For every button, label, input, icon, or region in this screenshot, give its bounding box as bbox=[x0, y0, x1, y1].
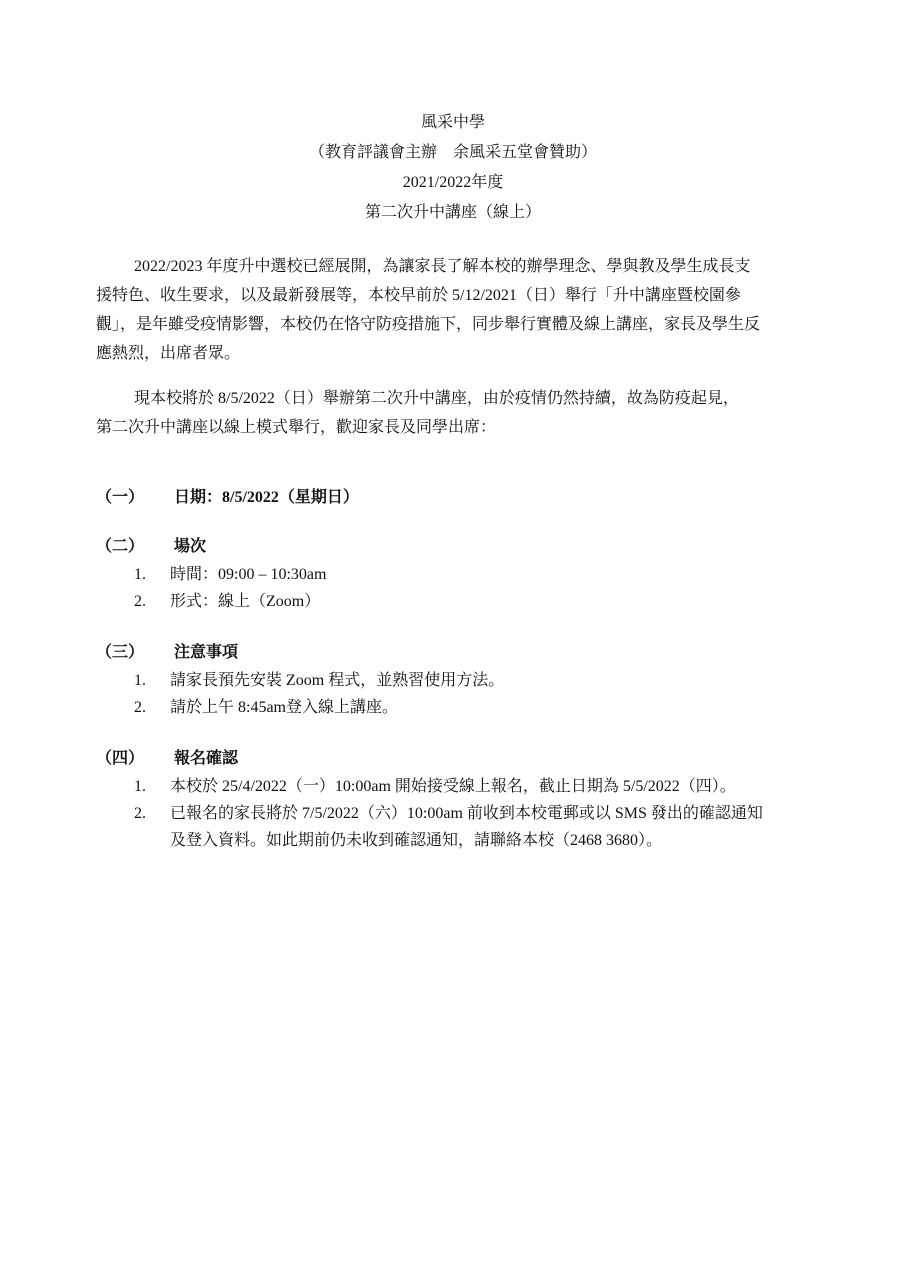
list-item bbox=[96, 561, 856, 588]
section-title: 報名確認 bbox=[174, 750, 239, 767]
section-title: 注意事項 bbox=[174, 644, 239, 661]
intro-line: 援特色、收生要求，以及最新發展等，本校早前於 5/12/2021（日）舉行「升中講座暨校園參 bbox=[96, 287, 741, 304]
event-title: 第二次升中講座（線上） bbox=[364, 204, 541, 221]
section-registration bbox=[96, 745, 856, 854]
list-item bbox=[96, 588, 856, 615]
section-notes bbox=[96, 639, 856, 721]
section-title: 場次 bbox=[174, 538, 207, 555]
item-number: 2. bbox=[134, 699, 146, 716]
item-text: 本校於 25/4/2022（一）10:00am 開始接受線上報名，截止日期為 5/5/2022（四）。 bbox=[170, 778, 736, 795]
section-heading bbox=[96, 639, 856, 667]
item-text: 請於上午 8:45am登入線上講座。 bbox=[170, 699, 398, 716]
section-title: 日期：8/5/2022（星期日） bbox=[174, 489, 359, 506]
notice-line: 第二次升中講座以線上模式舉行，歡迎家長及同學出席： bbox=[96, 419, 497, 436]
section-heading bbox=[96, 533, 856, 561]
school-name: 風采中學 bbox=[420, 114, 485, 131]
intro-line: 2022/2023 年度升中選校已經展開，為讓家長了解本校的辦學理念、學與教及學生成長支 bbox=[134, 258, 751, 275]
section-number: （二） bbox=[96, 538, 145, 555]
section-heading bbox=[96, 745, 856, 773]
intro-line: 觀」，是年雖受疫情影響，本校仍在恪守防疫措施下，同步舉行實體及線上講座，家長及學生反 bbox=[96, 316, 761, 333]
notice-paragraph bbox=[96, 384, 838, 442]
sponsor-line: （教育評議會主辦 余風采五堂會贊助） bbox=[308, 144, 597, 161]
section-number: （四） bbox=[96, 750, 145, 767]
item-number: 2. bbox=[134, 593, 146, 610]
item-text: 請家長預先安裝 Zoom 程式，並熟習使用方法。 bbox=[170, 672, 505, 689]
item-text: 時間：09:00 – 10:30am bbox=[170, 566, 327, 583]
document-header bbox=[0, 108, 906, 228]
section-heading bbox=[96, 484, 856, 512]
academic-year: 2021/2022年度 bbox=[402, 174, 504, 191]
list-item bbox=[96, 773, 856, 800]
item-number: 2. bbox=[134, 805, 146, 822]
notice-line: 現本校將於 8/5/2022（日）舉辦第二次升中講座，由於疫情仍然持續，故為防疫起見， bbox=[134, 390, 739, 407]
list-item bbox=[96, 667, 856, 694]
section-items bbox=[96, 773, 856, 854]
list-item bbox=[96, 694, 856, 721]
item-number: 1. bbox=[134, 566, 146, 583]
item-text: 及登入資料。如此期前仍未收到確認通知，請聯絡本校（2468 3680）。 bbox=[170, 832, 663, 849]
section-items bbox=[96, 561, 856, 615]
section-sessions bbox=[96, 533, 856, 615]
section-number: （一） bbox=[96, 489, 145, 506]
section-date bbox=[96, 484, 856, 512]
item-text: 形式：線上（Zoom） bbox=[170, 593, 321, 610]
intro-paragraph bbox=[96, 252, 838, 368]
section-items bbox=[96, 667, 856, 721]
item-text: 已報名的家長將於 7/5/2022（六）10:00am 前收到本校電郵或以 SMS 發出的確認通知 bbox=[170, 805, 763, 822]
list-item bbox=[96, 800, 856, 854]
item-number: 1. bbox=[134, 672, 146, 689]
item-number: 1. bbox=[134, 778, 146, 795]
section-number: （三） bbox=[96, 644, 145, 661]
intro-line: 應熱烈，出席者眾。 bbox=[96, 345, 241, 362]
